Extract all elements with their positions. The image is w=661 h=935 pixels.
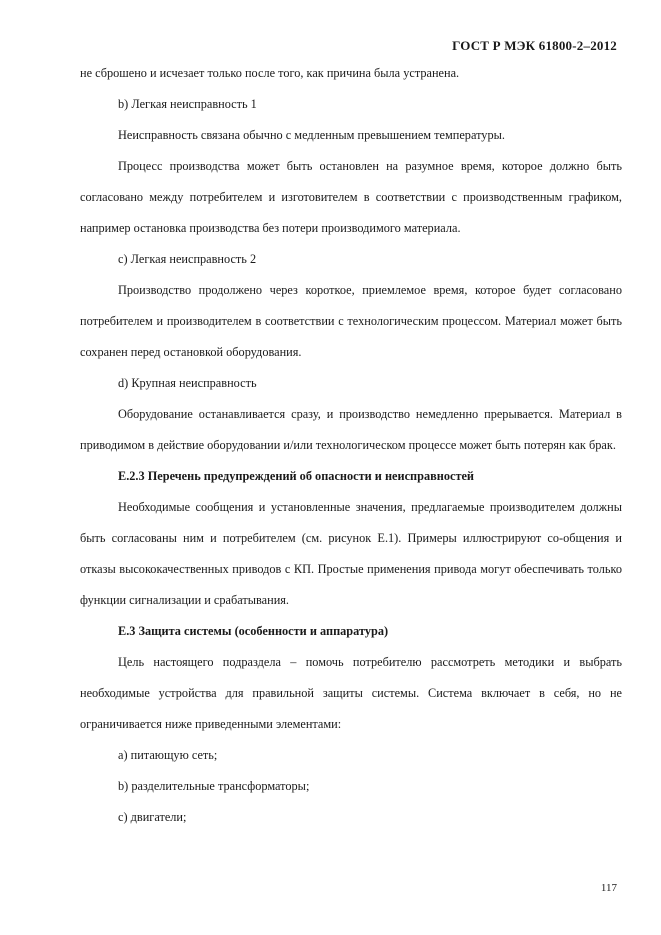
list-item-minor-fault-2: c) Легкая неисправность 2 <box>118 252 257 266</box>
paragraph: Необходимые сообщения и установленные значения, предлагаемые производителем должны быть согласованы ним и потребителем (см. рисунок Е.1). Примеры иллюстрируют со-общения и отказы высококачественных приводов с КП. Простые применения привода могут обеспечивать только функции сигнализации и срабатывания. <box>80 500 622 607</box>
paragraph: Производство продолжено через короткое, приемлемое время, которое будет согласовано потребителем и производителем в соответствии с технологическим процессом. Материал может быть сохранен перед остановкой оборудования. <box>80 283 622 359</box>
document-body <box>80 58 622 833</box>
paragraph: Процесс производства может быть остановлен на разумное время, которое должно быть согласовано между потребителем и изготовителем в соответствии с производственным графиком, например остановка производства без потери производимого материала. <box>80 159 622 235</box>
paragraph-continuation: не сброшено и исчезает только после того, как причина была устранена. <box>80 66 460 80</box>
list-item-motors: c) двигатели; <box>118 810 187 824</box>
page-number: 117 <box>600 882 617 894</box>
paragraph: Неисправность связана обычно с медленным превышением температуры. <box>118 128 505 142</box>
document-code-header: ГОСТ Р МЭК 61800-2–2012 <box>452 38 617 53</box>
list-item-major-fault: d) Крупная неисправность <box>118 376 257 390</box>
paragraph: Цель настоящего подраздела – помочь потребителю рассмотреть методики и выбрать необходимые устройства для правильной защиты системы. Система включает в себя, но не ограничивается ниже приведенными элементами: <box>80 655 622 731</box>
paragraph: Оборудование останавливается сразу, и производство немедленно прерывается. Материал в приводимом в действие оборудовании и/или технологическом процессе может быть потерян как брак. <box>80 407 622 452</box>
list-item-minor-fault-1: b) Легкая неисправность 1 <box>118 97 257 111</box>
section-heading-e23: Е.2.3 Перечень предупреждений об опасности и неисправностей <box>118 469 475 483</box>
list-item-supply-network: а) питающую сеть; <box>118 748 218 762</box>
section-heading-e3: Е.3 Защита системы (особенности и аппаратура) <box>118 624 389 638</box>
list-item-isolation-transformers: b) разделительные трансформаторы; <box>118 779 310 793</box>
